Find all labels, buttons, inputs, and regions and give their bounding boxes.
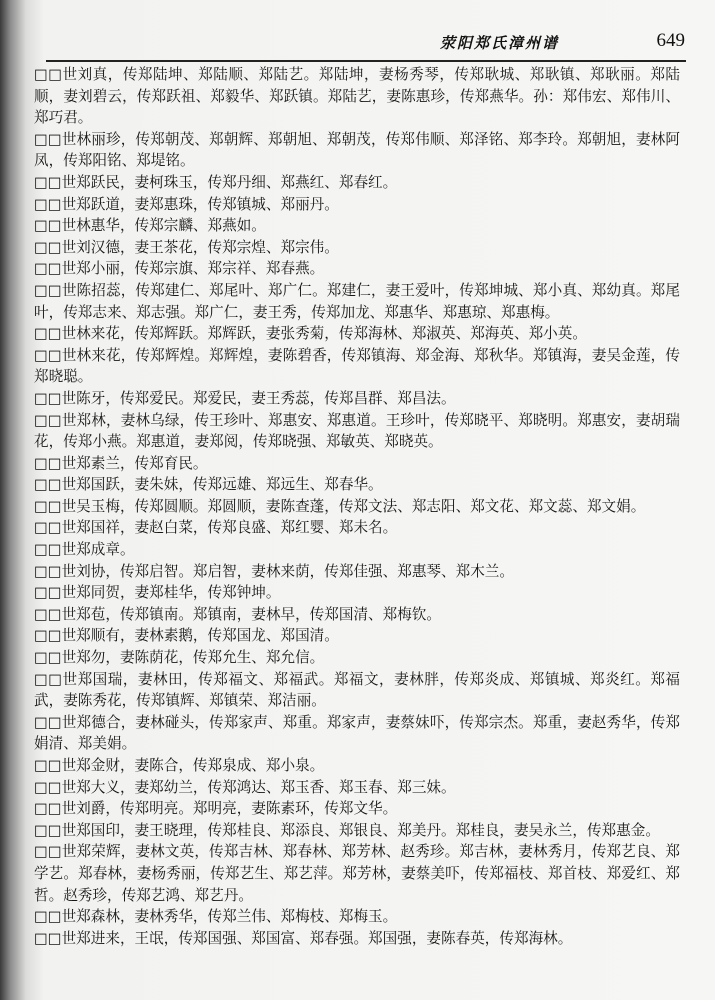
book-title: 荥阳郑氏漳州谱: [440, 34, 560, 52]
genealogy-entry: □□世郑林，妻林乌绿，传王珍叶、郑惠安、郑惠道。王珍叶，传郑晓平、郑晓明。郑惠安，妻胡瑞花，传郑小燕。郑惠道，妻郑阅，传郑晓强、郑敏英、郑晓英。: [34, 411, 680, 451]
header-rule: [46, 60, 686, 62]
genealogy-entry: □□世郑荣辉，妻林文英，传郑吉林、郑春林、郑芳林、赵秀珍。郑吉林，妻林秀月，传郑艺良、郑学艺。郑春林，妻杨秀丽，传郑艺生、郑艺萍。郑芳林，妻蔡美吓，传郑福枝、郑首枝、郑爱红、郑哲。赵秀珍，传郑艺鸿、郑艺丹。: [34, 843, 680, 904]
genealogy-entry: □□世郑跃道，妻郑惠珠，传郑镇城、郑丽丹。: [34, 195, 339, 213]
genealogy-entry: □□世郑成章。: [34, 541, 135, 559]
genealogy-entry: □□世林惠华，传郑宗麟、郑燕如。: [34, 217, 266, 235]
page-number: 649: [656, 30, 685, 51]
genealogy-entry: □□世郑国瑞，妻林田，传郑福文、郑福武。郑福文，妻林胖，传郑炎成、郑镇城、郑炎红。郑福武，妻陈秀花，传郑镇辉、郑镇荣、郑洁丽。: [34, 670, 680, 710]
genealogy-entry: □□世郑森林，妻林秀华，传郑兰伟、郑梅枝、郑梅玉。: [34, 908, 398, 926]
genealogy-entry: □□世郑跃民，妻柯珠玉，传郑丹细、郑燕红、郑春红。: [34, 173, 398, 191]
genealogy-entry: □□世吴玉梅，传郑圆顺。郑圆顺，妻陈查蓬，传郑文法、郑志阳、郑文花、郑文蕊、郑文娟。: [34, 497, 646, 515]
genealogy-entry: □□世林丽珍，传郑朝茂、郑朝辉、郑朝旭、郑朝茂，传郑伟顺、郑泽铭、郑李玲。郑朝旭，妻林阿凤，传郑阳铭、郑堤铭。: [34, 130, 680, 170]
page-header: [440, 30, 685, 56]
genealogy-entry: □□世林来花，传郑辉跃。郑辉跃，妻张秀菊，传郑海林、郑淑英、郑海英、郑小英。: [34, 325, 587, 343]
genealogy-entry: □□世刘真，传郑陆坤、郑陆顺、郑陆艺。郑陆坤，妻杨秀琴，传郑耿城、郑耿镇、郑耿丽。郑陆顺，妻刘碧云，传郑跃祖、郑毅华、郑跃镇。郑陆艺，妻陈惠珍，传郑燕华。孙：郑伟宏、郑伟川、郑巧君。: [34, 66, 680, 127]
genealogy-entry: □□世郑金财，妻陈合，传郑泉成、郑小泉。: [34, 757, 325, 774]
genealogy-entry: □□世郑素兰，传郑育民。: [34, 454, 208, 472]
genealogy-entry: □□世林来花，传郑辉煌。郑辉煌，妻陈碧香，传郑镇海、郑金海、郑秋华。郑镇海，妻吴金莲，传郑晓聪。: [34, 346, 680, 386]
genealogy-entry: □□世郑顺有，妻林素鹅，传郑国龙、郑国清。: [34, 627, 339, 645]
genealogy-entry: □□世郑勿，妻陈荫花，传郑允生、郑允信。: [34, 649, 325, 667]
genealogy-entry: □□世郑国印，妻王晓理，传郑桂良、郑添良、郑银良、郑美丹。郑桂良，妻吴永兰，传郑惠金。: [34, 821, 660, 839]
genealogy-entry: □□世刘爵，传郑明亮。郑明亮，妻陈素环，传郑文华。: [34, 800, 398, 818]
genealogy-entry: □□世郑国祥，妻赵白菜，传郑良盛、郑红婴、郑未名。: [34, 519, 398, 537]
genealogy-entry: □□世郑大义，妻郑幼兰，传郑鸿达、郑玉香、郑玉春、郑三妹。: [34, 778, 456, 796]
genealogy-entry: □□世郑苞，传郑镇南。郑镇南，妻林早，传郑国清、郑梅钦。: [34, 605, 442, 623]
genealogy-entry: □□世陈招蕊，传郑建仁、郑尾叶、郑广仁。郑建仁，妻王爱叶，传郑坤城、郑小真、郑幼真。郑尾叶，传郑志来、郑志强。郑广仁，妻王秀，传郑加龙、郑惠华、郑惠琼、郑惠梅。: [34, 281, 680, 321]
genealogy-entry: □□世郑同贺，妻郑桂华，传郑钟坤。: [34, 584, 281, 602]
genealogy-entry: □□世郑德合，妻林碰头，传郑家声、郑重。郑家声，妻蔡妹吓，传郑宗杰。郑重，妻赵秀华，传郑娟清、郑美娟。: [34, 713, 680, 753]
genealogy-entry: □□世郑国跃，妻朱妹，传郑远雄、郑远生、郑春华。: [34, 476, 383, 494]
genealogy-entry: □□世郑进来，王氓，传郑国强、郑国富、郑春强。郑国强，妻陈春英，传郑海林。: [34, 929, 573, 947]
genealogy-entry: □□世陈牙，传郑爱民。郑爱民，妻王秀蕊，传郑昌群、郑昌法。: [34, 389, 456, 407]
genealogy-entry: □□世刘汉德，妻王茶花，传郑宗煌、郑宗伟。: [34, 238, 339, 256]
genealogy-entries: [34, 64, 680, 949]
genealogy-entry: □□世郑小丽，传郑宗旗、郑宗祥、郑春燕。: [34, 260, 325, 278]
genealogy-entry: □□世刘协，传郑启智。郑启智，妻林来荫，传郑佳强、郑惠琴、郑木兰。: [34, 562, 514, 580]
